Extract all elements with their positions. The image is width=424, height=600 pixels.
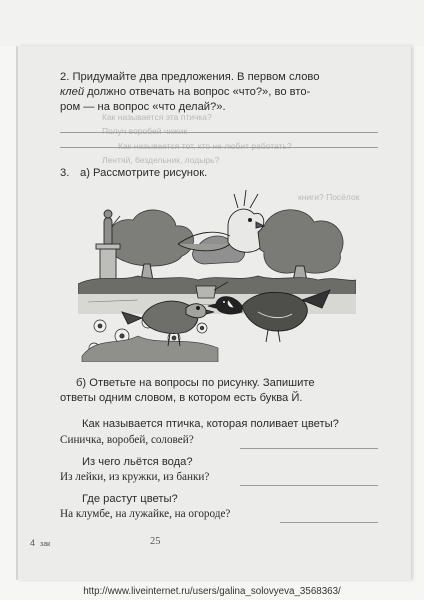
task3-b-line2: ответы одним словом, в котором есть буква Й. bbox=[60, 392, 303, 404]
answer-line-3 bbox=[280, 522, 378, 523]
task2-line2 bbox=[60, 85, 310, 100]
signature-number: 4 bbox=[30, 538, 36, 548]
bleed-line: Как называется эта птичка? bbox=[102, 112, 212, 122]
answer-line-1 bbox=[240, 448, 378, 449]
bleed-line: Лентяй, бездельник, лодырь? bbox=[102, 155, 220, 165]
scan-top-margin bbox=[0, 0, 424, 46]
writing-line bbox=[60, 147, 378, 148]
task2-line2-rest: должно отвечать на вопрос «что?», во вто- bbox=[84, 86, 311, 98]
bleed-line: книги? Посёлок bbox=[298, 192, 360, 202]
question-2: Из чего льётся вода? bbox=[82, 456, 193, 468]
bleed-line: Как называется тот, кто не любит работать? bbox=[118, 141, 292, 151]
question-1: Как называется птичка, которая поливает цветы? bbox=[82, 418, 339, 430]
signature-abbrev: зак bbox=[40, 541, 51, 548]
task3-a-instruction: а) Рассмотрите рисунок. bbox=[80, 167, 208, 179]
bleed-line: Получ воробей чижик bbox=[102, 126, 188, 136]
writing-line bbox=[60, 132, 378, 133]
page-number: 25 bbox=[150, 536, 161, 547]
question-3: Где растут цветы? bbox=[82, 493, 178, 505]
answer-options-1: Синичка, воробей, соловей? bbox=[60, 434, 194, 446]
task2-line1: 2. Придумайте два предложения. В первом слово bbox=[60, 71, 320, 83]
task3-b-line1: б) Ответьте на вопросы по рисунку. Запишите bbox=[76, 377, 315, 389]
task2-keyword: клей bbox=[60, 86, 85, 98]
answer-line-2 bbox=[240, 485, 378, 486]
answer-options-2: Из лейки, из кружки, из банки? bbox=[60, 471, 210, 483]
answer-options-3: На клумбе, на лужайке, на огороде? bbox=[60, 508, 231, 520]
task3-number: 3. bbox=[60, 167, 70, 179]
signature-mark bbox=[30, 538, 50, 548]
watermark-url[interactable]: http://www.liveinternet.ru/users/galina_solovyeva_3568363/ bbox=[83, 586, 341, 597]
task2-line3: ром — на вопрос «что делай?». bbox=[60, 101, 226, 113]
illustration-birds-garden bbox=[78, 186, 356, 362]
